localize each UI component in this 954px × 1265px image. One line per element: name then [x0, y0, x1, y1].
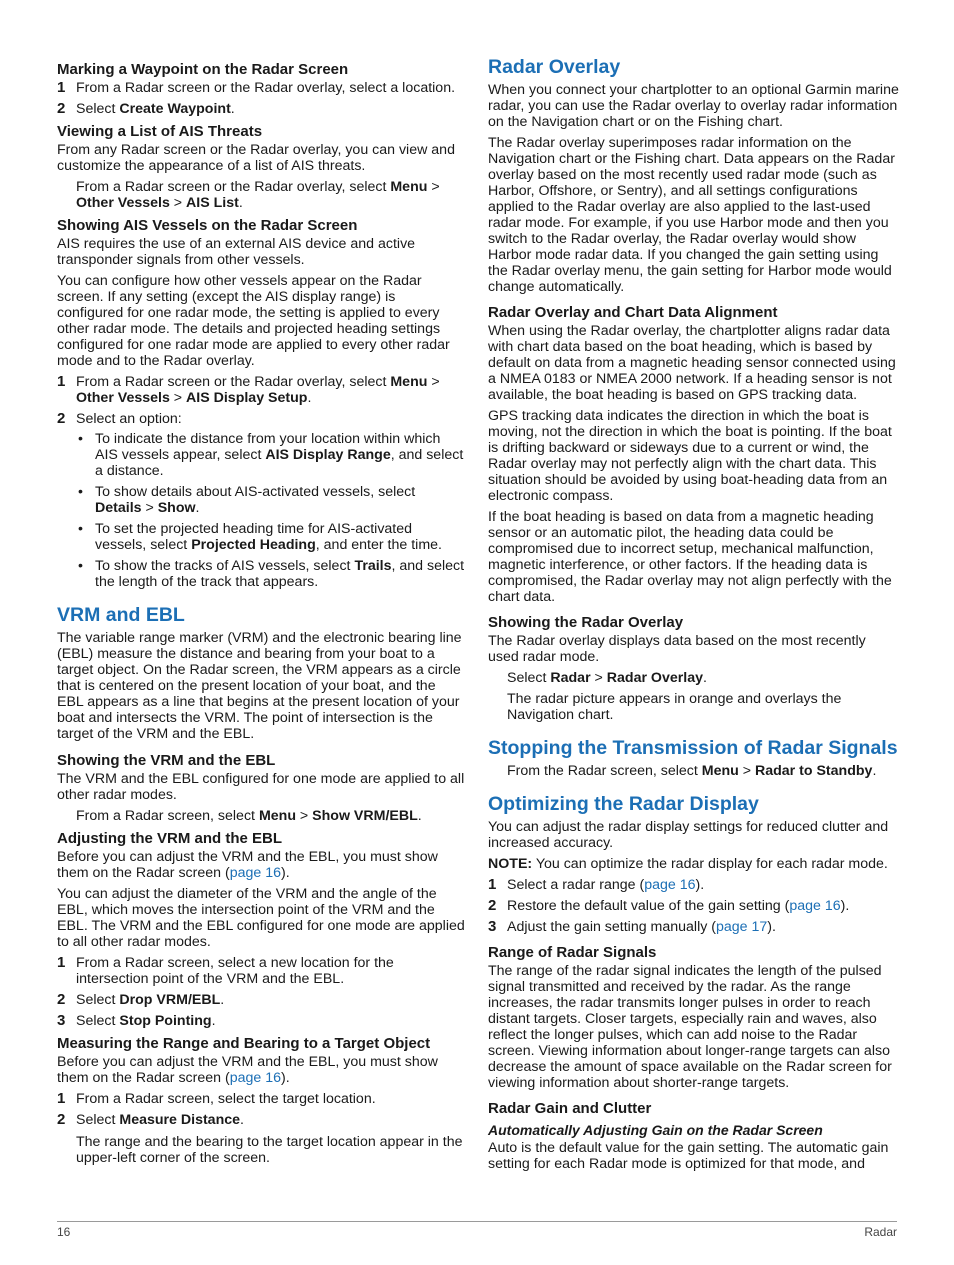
- heading-marking-waypoint: Marking a Waypoint on the Radar Screen: [57, 61, 349, 78]
- heading-chart-alignment: Radar Overlay and Chart Data Alignment: [488, 304, 778, 321]
- paragraph: AIS requires the use of an external AIS device and active transponder signals from other vessels.: [57, 236, 416, 268]
- paragraph: You can configure how other vessels appear on the Radar screen. If any setting (except the AIS display range) is configured for one radar mode, the setting is applied to every other radar mode. The details and projected heading settings configured for one radar mode are applied to every other radar mode and to the Radar overlay.: [57, 273, 450, 369]
- right-column: [488, 55, 900, 1177]
- instruction: From the Radar screen, select Menu > Radar to Standby.: [507, 763, 877, 779]
- step: 1 Select a radar range (page 16).: [488, 876, 705, 893]
- list-item: • To indicate the distance from your location within which AIS vessels appear, select AIS Display Range, and select a distance.: [78, 431, 464, 479]
- paragraph: If the boat heading is based on data from a magnetic heading sensor or an automatic pilot, the heading data could be compromised due to incorrect setup, mechanical malfunction, magnetic interference, or other factors. If the heading data is compromised, the Radar overlay may not align perfectly with the chart data.: [488, 509, 892, 605]
- paragraph: The Radar overlay superimposes radar information on the Navigation chart or the Fishing chart. Data appears on the Radar overlay based on the most recently used radar mode (such as Harbor, Offshore, or Sentry), and all settings configurations applied to the Radar overlay are also applied to the last-used radar mode. For example, if you use Harbor mode and then you switch to the Radar overlay, the Radar overlay would show Harbor mode radar data. If you changed the gain setting using the Radar overlay menu, the gain setting for Harbor mode would change automatically.: [488, 135, 895, 295]
- instruction: From a Radar screen or the Radar overlay, select Menu > Other Vessels > AIS List.: [76, 179, 440, 211]
- step: 2 Select an option: • To indicate the distance from your location within which AIS vessels appear, select AIS Display Range, and select a distance. • To show details about AIS-activated vessels, select Details > Show. • To set the projected heading time for AIS-activated vessels, select Projected Heading, and enter the time. • To show the tracks of AIS vessels, select Trails, and select the length of the track that appears.: [57, 410, 465, 590]
- ais-vessel-steps: [57, 374, 465, 590]
- heading-range-signals: Range of Radar Signals: [488, 944, 657, 961]
- paragraph: When you connect your chartplotter to an optional Garmin marine radar, you can use the Radar overlay to overlay radar information on the Navigation chart or on the Fishing chart.: [488, 82, 899, 130]
- list-item: • To show the tracks of AIS vessels, select Trails, and select the length of the track that appears.: [78, 558, 465, 590]
- step: 1 From a Radar screen, select the target location.: [57, 1090, 376, 1107]
- paragraph: GPS tracking data indicates the direction in which the boat is moving, not the direction in which the boat is pointing. If the boat is drifting backward or sideways due to a current or wind, the Radar overlay may not perfectly align with the chart data. This situation should be avoided by using boat-heading data from an electronic compass.: [488, 408, 892, 504]
- step: 1 From a Radar screen, select a new location for the intersection point of the VRM and the EBL.: [57, 954, 394, 987]
- instruction-result: The radar picture appears in orange and overlays the Navigation chart.: [507, 691, 842, 723]
- step: 2 Restore the default value of the gain setting (page 16).: [488, 897, 850, 914]
- list-item: • To set the projected heading time for AIS-activated vessels, select Projected Heading, and enter the time.: [78, 521, 442, 553]
- heading-showing-vrm: Showing the VRM and the EBL: [57, 752, 276, 769]
- paragraph: You can adjust the radar display settings for reduced clutter and increased accuracy.: [488, 819, 889, 851]
- paragraph: Auto is the default value for the gain setting. The automatic gain setting for each Radar mode is optimized for that mode, and: [488, 1140, 889, 1172]
- instruction: From a Radar screen, select Menu > Show VRM/EBL.: [76, 808, 422, 824]
- heading-adjusting-vrm: Adjusting the VRM and the EBL: [57, 830, 282, 847]
- step: 2 Select Measure Distance. The range and the bearing to the target location appear in the upper-left corner of the screen.: [57, 1112, 465, 1166]
- subheading-auto-gain: Automatically Adjusting Gain on the Radar Screen: [488, 1122, 823, 1138]
- paragraph: The VRM and the EBL configured for one mode are applied to all other radar modes.: [57, 771, 465, 803]
- heading-vrm-ebl: VRM and EBL: [57, 604, 185, 626]
- paragraph: The variable range marker (VRM) and the electronic bearing line (EBL) measure the distance and bearing from your boat to a target object. On the Radar screen, the VRM appears as a circle that is centered on the present location of your boat, and the EBL appears as a line that begins at the present location of your boat and intersects the VRM. The point of intersection is the target of the VRM and the EBL.: [57, 630, 462, 742]
- heading-radar-overlay: Radar Overlay: [488, 56, 621, 78]
- footer-section-name: Radar: [864, 1225, 897, 1239]
- paragraph: From any Radar screen or the Radar overlay, you can view and customize the appearance of a list of AIS threats.: [57, 142, 455, 174]
- paragraph: You can adjust the diameter of the VRM and the angle of the EBL, which moves the intersection point of the VRM and the EBL. The VRM and the EBL configured for one mode are applied to all other radar modes.: [57, 886, 465, 950]
- step: 2 Select Drop VRM/EBL.: [57, 991, 225, 1008]
- adjust-steps: [57, 955, 465, 1029]
- page-link[interactable]: page 16: [229, 865, 281, 881]
- page-number: 16: [57, 1225, 71, 1239]
- step: 2 Select Create Waypoint.: [57, 100, 235, 117]
- heading-measuring-range: Measuring the Range and Bearing to a Target Object: [57, 1035, 431, 1052]
- left-column: [57, 55, 465, 1171]
- page-link[interactable]: page 16: [229, 1070, 281, 1086]
- paragraph: Before you can adjust the VRM and the EBL, you must show them on the Radar screen (page 16).: [57, 849, 438, 881]
- note: NOTE: You can optimize the radar display for each radar mode.: [488, 856, 888, 872]
- step: 1 From a Radar screen or the Radar overlay, select a location.: [57, 79, 456, 96]
- heading-ais-threats: Viewing a List of AIS Threats: [57, 123, 263, 140]
- paragraph: Before you can adjust the VRM and the EBL, you must show them on the Radar screen (page 16).: [57, 1054, 438, 1086]
- footer-divider: [57, 1221, 897, 1222]
- paragraph: The Radar overlay displays data based on the most recently used radar mode.: [488, 633, 866, 665]
- heading-showing-overlay: Showing the Radar Overlay: [488, 614, 684, 631]
- heading-gain-clutter: Radar Gain and Clutter: [488, 1100, 652, 1117]
- page-link[interactable]: page 16: [789, 898, 841, 914]
- paragraph: When using the Radar overlay, the chartplotter aligns radar data with chart data based on the boat heading, which is based by default on data from a magnetic heading sensor connected using a NMEA 0183 or NMEA 2000 network. If a heading sensor is not available, the boat heading is based on GPS tracking data.: [488, 323, 896, 403]
- step: 3 Adjust the gain setting manually (page 17).: [488, 918, 776, 935]
- paragraph: The range of the radar signal indicates the length of the pulsed signal transmitted and received by the radar. As the range increases, the radar transmits longer pulses in order to reach distant targets. Closer targets, especially rain and waves, also reflect the longer pulses, which can add noise to the Radar screen. Viewing information about longer-range targets can also decrease the amount of space available on the Radar screen for viewing information about shorter-range targets.: [488, 963, 892, 1091]
- heading-stopping-transmission: Stopping the Transmission of Radar Signals: [488, 737, 898, 759]
- measure-steps: [57, 1091, 465, 1166]
- option-list: [76, 431, 465, 590]
- heading-optimizing-display: Optimizing the Radar Display: [488, 793, 759, 815]
- page-link[interactable]: page 16: [644, 877, 696, 893]
- heading-ais-vessels: Showing AIS Vessels on the Radar Screen: [57, 217, 358, 234]
- page-link[interactable]: page 17: [716, 919, 768, 935]
- list-item: • To show details about AIS-activated vessels, select Details > Show.: [78, 484, 416, 516]
- waypoint-steps: [57, 80, 465, 117]
- step: 3 Select Stop Pointing.: [57, 1012, 216, 1029]
- instruction: Select Radar > Radar Overlay.: [507, 670, 707, 686]
- optimizing-steps: [488, 877, 900, 935]
- step-result: The range and the bearing to the target location appear in the upper-left corner of the screen.: [76, 1134, 463, 1166]
- step: 1 From a Radar screen or the Radar overlay, select Menu > Other Vessels > AIS Display Setup.: [57, 373, 440, 406]
